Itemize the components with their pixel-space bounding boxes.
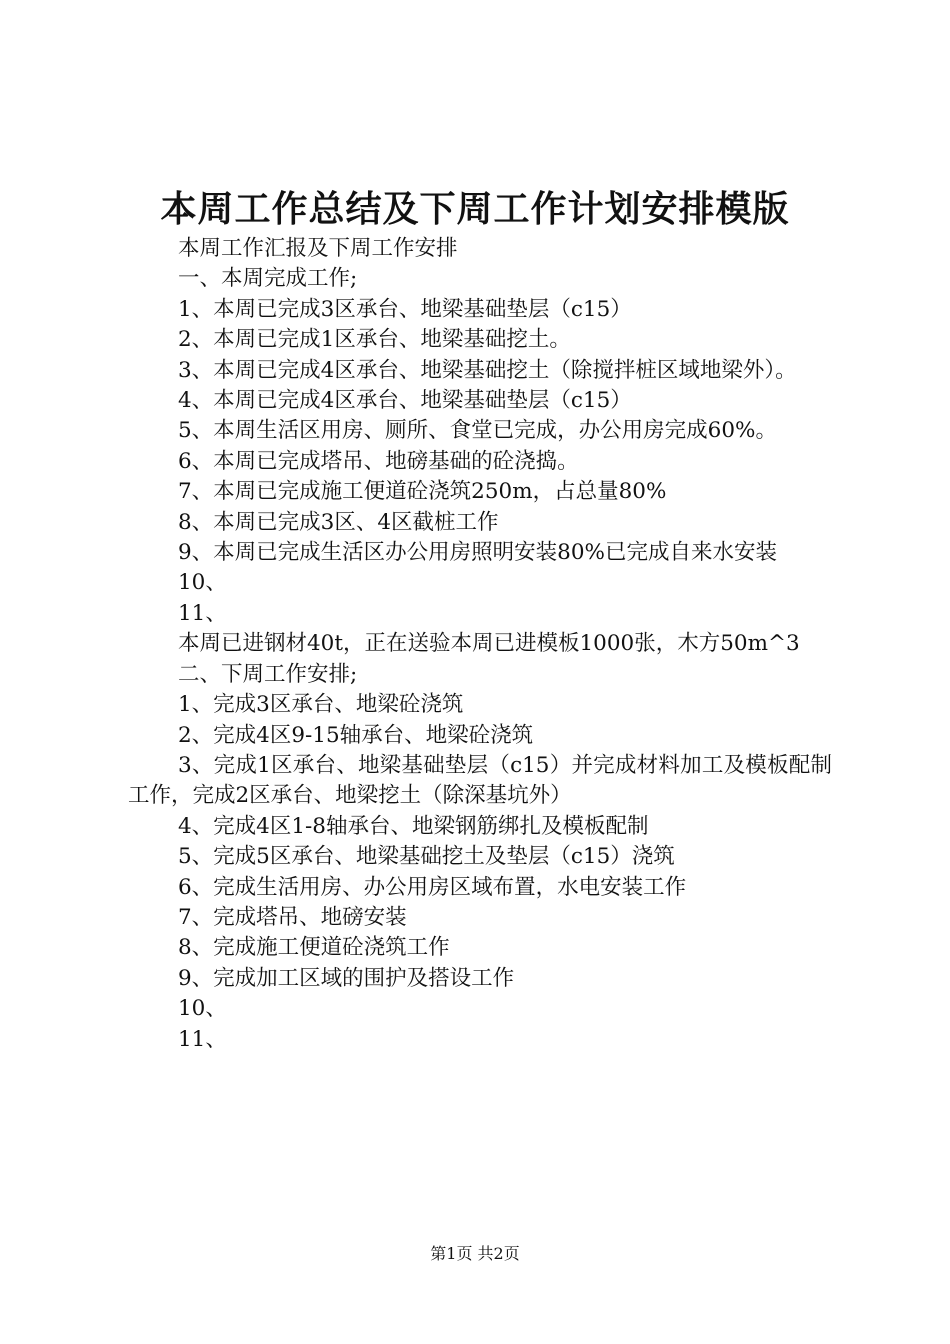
- list-item: 1、本周已完成3区承台、地梁基础垫层（c15）: [178, 296, 632, 322]
- list-item: 8、完成施工便道砼浇筑工作: [178, 935, 450, 961]
- list-item: 1、完成3区承台、地梁砼浇筑: [178, 692, 464, 718]
- list-item: 2、本周已完成1区承台、地梁基础挖土。: [178, 327, 571, 353]
- materials-note: 本周已进钢材40t，正在送验本周已进模板1000张，木方50m^3: [178, 631, 800, 657]
- section-heading-next-week: 二、下周工作安排;: [178, 661, 358, 687]
- list-item: 7、完成塔吊、地磅安装: [178, 904, 407, 930]
- document-title: 本周工作总结及下周工作计划安排模版: [160, 188, 790, 230]
- list-item: 10、: [178, 570, 227, 596]
- list-item: 2、完成4区9-15轴承台、地梁砼浇筑: [178, 722, 534, 748]
- list-item: 4、本周已完成4区承台、地梁基础垫层（c15）: [178, 388, 632, 414]
- list-item: 11、: [178, 600, 227, 626]
- list-item: 6、完成生活用房、办公用房区域布置，水电安装工作: [178, 874, 687, 900]
- list-item: 5、本周生活区用房、厕所、食堂已完成，办公用房完成60%。: [178, 418, 777, 444]
- list-item: 11、: [178, 1026, 227, 1052]
- list-item: 9、本周已完成生活区办公用房照明安装80%已完成自来水安装: [178, 540, 777, 566]
- list-item: 6、本周已完成塔吊、地磅基础的砼浇捣。: [178, 448, 579, 474]
- list-item: 3、完成1区承台、地梁基础垫层（c15）并完成材料加工及模板配制工作，完成2区承台、地梁挖土（除深基坑外）: [128, 752, 832, 809]
- paragraph-heading: 本周工作汇报及下周工作安排: [178, 236, 458, 261]
- list-item: 9、完成加工区域的围护及搭设工作: [178, 965, 515, 991]
- section-heading-this-week: 一、本周完成工作;: [178, 266, 358, 292]
- list-item: 8、本周已完成3区、4区截桩工作: [178, 509, 499, 535]
- page-number-footer: 第1页 共2页: [430, 1244, 520, 1263]
- list-item: 3、本周已完成4区承台、地梁基础挖土（除搅拌桩区域地梁外）。: [178, 357, 797, 383]
- list-item: 5、完成5区承台、地梁基础挖土及垫层（c15）浇筑: [178, 844, 675, 870]
- list-item: 7、本周已完成施工便道砼浇筑250m，占总量80%: [178, 479, 667, 505]
- document-body: [128, 234, 832, 1055]
- list-item: 10、: [178, 996, 227, 1022]
- list-item: 4、完成4区1-8轴承台、地梁钢筋绑扎及模板配制: [178, 813, 649, 839]
